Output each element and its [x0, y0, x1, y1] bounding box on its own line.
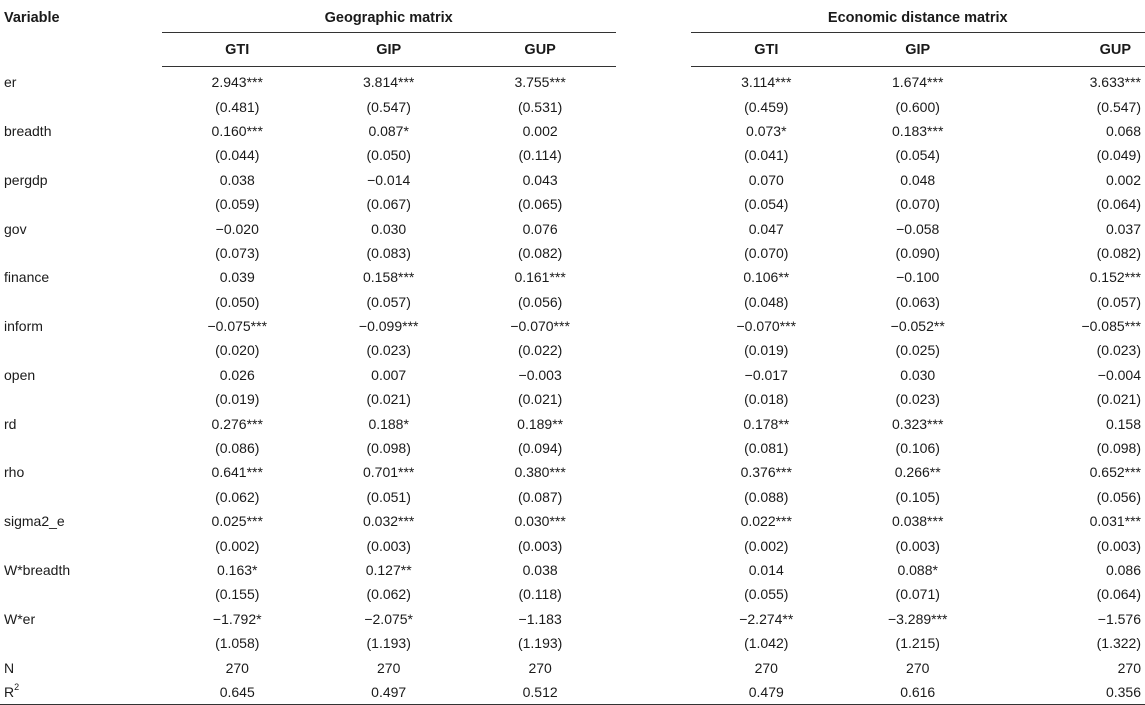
table-cell: (0.067): [366, 196, 411, 213]
col-header-gup-econ: GUP: [993, 33, 1145, 67]
col-header-gti-geo: GTI: [162, 33, 313, 67]
table-row: [0, 582, 1145, 606]
table-cell: (0.063): [895, 293, 940, 310]
table-cell: (1.042): [744, 635, 789, 652]
table-cell: 0.380***: [514, 464, 566, 481]
table-cell: 0.641***: [211, 464, 263, 481]
row-variable-name: gov: [4, 220, 27, 237]
table-cell: (0.050): [215, 293, 260, 310]
table-cell: 0.002: [522, 122, 558, 139]
table-cell: −0.085***: [1081, 318, 1141, 335]
column-gap: [616, 143, 691, 167]
table-row: [0, 558, 1145, 582]
column-gap: [616, 265, 691, 289]
table-cell: 0.073*: [746, 122, 787, 139]
table-cell: (0.086): [215, 440, 260, 457]
table-row: [0, 460, 1145, 484]
table-cell: (0.065): [517, 196, 563, 213]
table-cell: (0.057): [1096, 293, 1141, 310]
table-row: [0, 119, 1145, 143]
column-gap: [616, 290, 691, 314]
row-variable-name: [0, 582, 162, 606]
column-gap: [616, 67, 691, 95]
table-cell: 0.022***: [740, 513, 792, 530]
table-cell: (0.044): [215, 147, 260, 164]
row-variable-name: inform: [4, 318, 43, 335]
table-cell: 270: [377, 659, 401, 676]
table-row: [0, 168, 1145, 192]
row-variable-name: W*breadth: [4, 562, 71, 578]
table-row: [0, 655, 1145, 679]
column-gap: [616, 558, 691, 582]
table-row: [0, 216, 1145, 240]
table-cell: −0.100: [896, 269, 940, 286]
row-variable-name: [0, 94, 162, 118]
table-cell: (0.118): [518, 586, 562, 603]
table-cell: 270: [754, 659, 778, 676]
table-cell: 0.106**: [743, 269, 790, 286]
r-squared-superscript: 2: [14, 682, 20, 693]
column-gap: [616, 338, 691, 362]
table-cell: (0.021): [366, 391, 411, 408]
table-body: [0, 67, 1145, 705]
table-cell: 3.114***: [741, 74, 792, 91]
table-cell: −0.070***: [510, 318, 570, 335]
column-gap: [616, 631, 691, 655]
row-variable-name: rho: [4, 464, 25, 481]
table-cell: −0.004: [1097, 366, 1141, 383]
table-cell: 0.032***: [362, 513, 415, 530]
row-variable-name: finance: [4, 269, 50, 286]
row-variable-name: [0, 192, 162, 216]
table-row: [0, 387, 1145, 411]
table-cell: 0.701***: [362, 464, 415, 481]
table-cell: (1.058): [215, 635, 260, 652]
table-cell: 0.048: [900, 171, 936, 188]
table-cell: (0.054): [744, 196, 789, 213]
table-cell: −0.058: [896, 220, 940, 237]
table-cell: (0.600): [895, 98, 940, 115]
table-cell: 0.030***: [514, 513, 566, 530]
table-cell: (0.003): [366, 537, 411, 554]
economic-distance-matrix-header: Economic distance matrix: [691, 4, 1145, 33]
table-row: [0, 631, 1145, 655]
col-header-gip-econ: GIP: [842, 33, 993, 67]
table-cell: (0.155): [215, 586, 260, 603]
table-cell: (0.020): [215, 342, 260, 359]
table-cell: (0.019): [215, 391, 260, 408]
table-cell: (0.021): [517, 391, 563, 408]
table-cell: 0.178**: [743, 415, 790, 432]
table-cell: (0.481): [215, 98, 260, 115]
header-gap: [616, 4, 691, 33]
table-cell: 0.088*: [897, 562, 938, 578]
column-gap: [616, 582, 691, 606]
table-cell: (0.002): [744, 537, 789, 554]
table-cell: (0.071): [895, 586, 940, 603]
table-cell: 0.031***: [1089, 513, 1141, 530]
table-cell: 0.161***: [514, 269, 566, 286]
column-gap: [616, 363, 691, 387]
table-cell: 0.025***: [211, 513, 263, 530]
table-cell: (0.547): [366, 98, 411, 115]
row-variable-name-r-squared: [0, 680, 162, 705]
table-cell: (0.094): [517, 440, 563, 457]
table-cell: (0.055): [744, 586, 789, 603]
row-variable-name: pergdp: [4, 171, 48, 188]
column-gap: [616, 607, 691, 631]
table-cell: 0.163*: [217, 562, 258, 578]
table-cell: 0.183***: [892, 122, 944, 139]
table-cell: (0.082): [517, 244, 563, 261]
table-cell: −0.075***: [207, 318, 268, 335]
table-cell: 3.755***: [514, 74, 566, 91]
table-cell: −0.014: [367, 171, 411, 188]
table-cell: 0.616: [842, 680, 993, 705]
table-cell: (0.070): [895, 196, 940, 213]
table-cell: (0.082): [1096, 244, 1141, 261]
table-cell: (0.023): [895, 391, 940, 408]
table-cell: (0.105): [895, 488, 940, 505]
table-cell: 0.189**: [517, 415, 564, 432]
table-cell: 270: [906, 659, 930, 676]
table-cell: (0.547): [1096, 98, 1141, 115]
row-variable-name: breadth: [4, 122, 52, 139]
table-row: [0, 485, 1145, 509]
table-cell: (0.050): [366, 147, 411, 164]
table-cell: (0.087): [517, 488, 563, 505]
column-gap: [616, 485, 691, 509]
table-cell: −0.099***: [358, 318, 419, 335]
regression-results-table: [0, 4, 1145, 705]
table-cell: 0.152***: [1089, 269, 1141, 286]
table-cell: (1.193): [366, 635, 411, 652]
column-gap: [616, 192, 691, 216]
table-cell: 0.037: [1105, 220, 1141, 237]
table-row: [0, 436, 1145, 460]
table-cell: 0.047: [748, 220, 784, 237]
table-cell: 0.087*: [368, 122, 409, 139]
table-row: [0, 533, 1145, 557]
table-cell: (0.041): [744, 147, 789, 164]
row-variable-name: [0, 436, 162, 460]
table-cell: (0.114): [518, 147, 562, 164]
row-variable-name: [0, 143, 162, 167]
table-row: [0, 363, 1145, 387]
table-cell: (0.054): [895, 147, 940, 164]
table-cell: 0.645: [162, 680, 313, 705]
table-cell: (0.023): [1096, 342, 1141, 359]
table-cell: 0.002: [1105, 171, 1141, 188]
table-cell: 3.633***: [1089, 74, 1141, 91]
table-row: [0, 607, 1145, 631]
table-cell: (0.023): [366, 342, 411, 359]
row-variable-name: [0, 533, 162, 557]
column-gap: [616, 680, 691, 705]
row-variable-name: [0, 631, 162, 655]
row-variable-name: sigma2_e: [4, 513, 65, 530]
table-cell: 0.323***: [892, 415, 944, 432]
row-variable-name: er: [4, 73, 17, 90]
row-variable-name: W*er: [4, 610, 36, 627]
table-cell: −1.792*: [212, 610, 262, 627]
table-cell: 0.014: [748, 562, 784, 578]
table-cell: (0.531): [517, 98, 563, 115]
table-cell: −0.070***: [736, 318, 797, 335]
row-variable-name: [0, 387, 162, 411]
table-row: [0, 67, 1145, 95]
table-cell: 0.356: [993, 680, 1145, 705]
table-cell: 0.497: [313, 680, 464, 705]
col-header-gup-geo: GUP: [464, 33, 615, 67]
table-cell: 270: [1117, 659, 1141, 676]
table-row: [0, 94, 1145, 118]
table-cell: 0.076: [522, 220, 558, 237]
table-cell: 0.026: [219, 366, 255, 383]
table-row: [0, 509, 1145, 533]
table-cell: (0.070): [744, 244, 789, 261]
column-gap: [616, 168, 691, 192]
table-cell: 0.039: [219, 269, 255, 286]
col-header-gti-econ: GTI: [691, 33, 842, 67]
table-cell: 0.038***: [892, 513, 944, 530]
table-cell: −0.020: [215, 220, 259, 237]
table-cell: 0.479: [691, 680, 842, 705]
table-cell: 0.043: [522, 171, 558, 188]
table-cell: (0.051): [366, 488, 411, 505]
row-variable-name: [0, 485, 162, 509]
geographic-matrix-header: Geographic matrix: [162, 4, 616, 33]
table-cell: 0.376***: [740, 464, 792, 481]
row-variable-name: open: [4, 366, 36, 383]
column-gap: [616, 314, 691, 338]
header-gap-2: [616, 33, 691, 67]
table-cell: 0.030: [371, 220, 407, 237]
table-cell: (0.018): [744, 391, 789, 408]
table-row: [0, 411, 1145, 435]
row-variable-name: [0, 241, 162, 265]
table-cell: −3.289***: [887, 610, 948, 627]
table-cell: (0.064): [1096, 586, 1141, 603]
column-gap: [616, 655, 691, 679]
table-cell: (0.003): [895, 537, 940, 554]
table-cell: 270: [225, 659, 249, 676]
table-cell: −1.576: [1097, 610, 1141, 627]
table-cell: 3.814***: [362, 74, 415, 91]
row-variable-name: rd: [4, 415, 17, 432]
table-cell: (0.090): [895, 244, 940, 261]
table-cell: (0.083): [366, 244, 411, 261]
table-cell: (1.193): [517, 635, 563, 652]
table-cell: −2.075*: [364, 610, 414, 627]
table-cell: −0.052**: [890, 318, 945, 335]
table-cell: (0.459): [744, 98, 789, 115]
table-cell: (0.021): [1096, 391, 1141, 408]
table-cell: (0.088): [744, 488, 789, 505]
table-cell: 0.068: [1105, 122, 1141, 139]
table-cell: 0.276***: [211, 415, 263, 432]
table-cell: (1.322): [1096, 635, 1141, 652]
column-gap: [616, 119, 691, 143]
table-cell: 2.943***: [211, 74, 263, 91]
row-variable-name: [0, 290, 162, 314]
table-cell: (0.019): [744, 342, 789, 359]
table-cell: 0.160***: [211, 122, 263, 139]
column-gap: [616, 436, 691, 460]
column-gap: [616, 94, 691, 118]
table-cell: 0.512: [464, 680, 615, 705]
table-cell: (0.003): [517, 537, 563, 554]
table-cell: 0.038: [219, 171, 255, 188]
table-cell: 0.030: [900, 366, 936, 383]
table-cell: (0.062): [366, 586, 411, 603]
table-cell: (0.056): [1096, 488, 1141, 505]
table-cell: −0.017: [744, 366, 788, 383]
table-row: [0, 192, 1145, 216]
table-cell: 0.070: [748, 171, 784, 188]
table-cell: (0.098): [1096, 440, 1141, 457]
table-cell: (0.062): [215, 488, 260, 505]
variable-column-header: Variable: [4, 10, 60, 26]
column-gap: [616, 509, 691, 533]
table-cell: (0.003): [1096, 537, 1141, 554]
table-cell: 0.127**: [365, 562, 412, 578]
table-cell: 0.158***: [362, 269, 415, 286]
column-gap: [616, 533, 691, 557]
table-cell: 0.188*: [368, 415, 409, 432]
row-variable-name: [0, 338, 162, 362]
row-variable-name: N: [4, 659, 15, 676]
table-cell: (0.081): [744, 440, 789, 457]
table-cell: (0.025): [895, 342, 940, 359]
column-gap: [616, 460, 691, 484]
table-cell: 0.652***: [1089, 464, 1141, 481]
table-row: [0, 680, 1145, 705]
table-row: [0, 314, 1145, 338]
column-gap: [616, 241, 691, 265]
table-row: [0, 265, 1145, 289]
table-cell: 1.674***: [892, 74, 944, 91]
r-squared-base: R: [4, 683, 15, 700]
column-gap: [616, 411, 691, 435]
table-cell: (0.098): [366, 440, 411, 457]
table-cell: 270: [528, 659, 552, 676]
table-cell: (0.073): [215, 244, 260, 261]
table-cell: 0.158: [1105, 415, 1141, 432]
table-cell: 0.266**: [894, 464, 941, 481]
table-cell: (0.106): [895, 440, 940, 457]
table-row: [0, 241, 1145, 265]
table-cell: (0.056): [517, 293, 563, 310]
table-cell: (0.059): [215, 196, 260, 213]
column-gap: [616, 216, 691, 240]
table-cell: 0.007: [371, 366, 407, 383]
table-cell: (0.002): [215, 537, 260, 554]
table-cell: (1.215): [895, 635, 940, 652]
col-header-gip-geo: GIP: [313, 33, 464, 67]
table-cell: −0.003: [518, 366, 562, 383]
table-row: [0, 143, 1145, 167]
table-cell: (0.048): [744, 293, 789, 310]
table-cell: (0.022): [517, 342, 563, 359]
column-gap: [616, 387, 691, 411]
table-cell: −1.183: [518, 610, 562, 627]
table-cell: −2.274**: [739, 610, 794, 627]
table-cell: (0.064): [1096, 196, 1141, 213]
table-cell: (0.049): [1096, 147, 1141, 164]
table-cell: (0.057): [366, 293, 411, 310]
table-row: [0, 338, 1145, 362]
table-cell: 0.038: [522, 562, 558, 578]
table-row: [0, 290, 1145, 314]
table-cell: 0.086: [1105, 562, 1141, 578]
